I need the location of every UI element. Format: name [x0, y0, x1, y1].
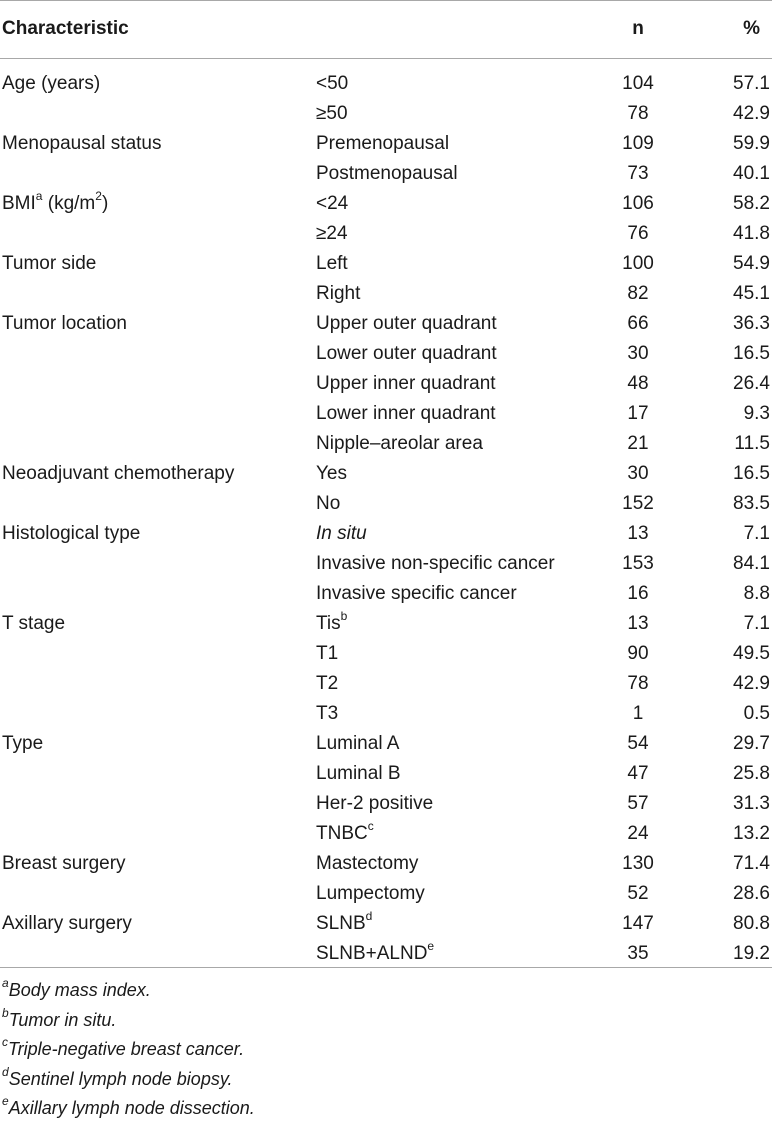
row-percent: 28.6	[733, 883, 770, 904]
row-count: 73	[627, 163, 649, 184]
row-percent: 19.2	[733, 943, 770, 964]
row-count: 90	[627, 643, 649, 664]
table-row	[0, 219, 772, 249]
row-percent: 42.9	[733, 673, 770, 694]
row-count: 152	[622, 493, 654, 514]
row-count: 35	[627, 943, 649, 964]
footnote: $^e$Axillary lymph node dissection.	[2, 1094, 255, 1118]
row-characteristic: Tumor location	[2, 313, 127, 334]
row-count: 52	[627, 883, 649, 904]
row-count: 100	[622, 253, 654, 274]
row-subcategory: Her-2 positive	[316, 793, 434, 814]
row-count: 1	[632, 703, 644, 724]
table-row	[0, 609, 772, 639]
row-percent: 58.2	[733, 193, 770, 214]
row-subcategory: Nipple–areolar area	[316, 433, 483, 454]
row-percent: 59.9	[733, 133, 770, 154]
table-top-rule	[0, 0, 772, 1]
row-subcategory: Lumpectomy	[316, 883, 425, 904]
table-header-row	[0, 14, 772, 44]
table-row	[0, 129, 772, 159]
table-row	[0, 579, 772, 609]
row-percent: 31.3	[733, 793, 770, 814]
row-count: 109	[622, 133, 654, 154]
table-row	[0, 429, 772, 459]
row-count: 106	[622, 193, 654, 214]
table-row	[0, 489, 772, 519]
row-count: 30	[627, 463, 649, 484]
table-row	[0, 159, 772, 189]
row-percent: 16.5	[733, 463, 770, 484]
table-row	[0, 909, 772, 939]
row-subcategory: Postmenopausal	[316, 163, 458, 184]
row-percent: 29.7	[733, 733, 770, 754]
table-row	[0, 279, 772, 309]
row-percent: 41.8	[733, 223, 770, 244]
row-characteristic: BMI$^a$ $(kg/m^2)$	[2, 188, 109, 214]
row-subcategory: No	[316, 493, 341, 514]
row-count: 48	[627, 373, 649, 394]
row-count: 57	[627, 793, 649, 814]
row-count: 153	[622, 553, 654, 574]
row-count: 54	[627, 733, 649, 754]
table-row	[0, 249, 772, 279]
table-row	[0, 699, 772, 729]
row-subcategory: Left	[316, 253, 348, 274]
row-count: 104	[622, 73, 654, 94]
table-row	[0, 759, 772, 789]
row-subcategory: $SLNB+ALND^e$	[316, 938, 435, 964]
header-characteristic: Characteristic	[2, 18, 129, 39]
row-count: 147	[622, 913, 654, 934]
row-percent: 83.5	[733, 493, 770, 514]
row-percent: 0.5	[743, 703, 770, 724]
row-subcategory: T2	[316, 673, 339, 694]
row-subcategory: Mastectomy	[316, 853, 419, 874]
table-row	[0, 879, 772, 909]
table-row	[0, 69, 772, 99]
row-subcategory: Invasive non-specific cancer	[316, 553, 555, 574]
table-row	[0, 369, 772, 399]
table-row	[0, 399, 772, 429]
table-row	[0, 729, 772, 759]
row-percent: 7.1	[743, 523, 770, 544]
row-percent: 26.4	[733, 373, 770, 394]
table-row	[0, 549, 772, 579]
footnote: $^a$Body mass index.	[2, 976, 151, 1000]
table-row	[0, 939, 772, 969]
row-characteristic: Age (years)	[2, 73, 101, 94]
row-count: 30	[627, 343, 649, 364]
row-percent: 36.3	[733, 313, 770, 334]
row-subcategory: Upper inner quadrant	[316, 373, 496, 394]
row-count: 13	[627, 613, 649, 634]
row-subcategory: Upper outer quadrant	[316, 313, 497, 334]
table-header-rule	[0, 58, 772, 59]
row-characteristic: Histological type	[2, 523, 141, 544]
row-percent: 8.8	[743, 583, 770, 604]
header-n: n	[632, 18, 644, 39]
row-subcategory: ≥50	[316, 103, 348, 124]
row-subcategory: Invasive specific cancer	[316, 583, 517, 604]
table-row	[0, 519, 772, 549]
row-subcategory: TNBC$^c$	[316, 818, 374, 844]
row-count: 24	[627, 823, 649, 844]
row-subcategory: Premenopausal	[316, 133, 450, 154]
table-row	[0, 309, 772, 339]
row-subcategory: Luminal A	[316, 733, 400, 754]
table-row	[0, 459, 772, 489]
table-row	[0, 339, 772, 369]
row-count: 16	[627, 583, 649, 604]
row-characteristic: Neoadjuvant chemotherapy	[2, 463, 235, 484]
header-percent: %	[743, 18, 760, 39]
table-row	[0, 189, 772, 219]
row-percent: 16.5	[733, 343, 770, 364]
row-percent: 57.1	[733, 73, 770, 94]
row-subcategory: Tis$^b$	[316, 608, 348, 634]
row-percent: 45.1	[733, 283, 770, 304]
row-subcategory: Yes	[316, 463, 347, 484]
footnote: $^d$Sentinel lymph node biopsy.	[2, 1064, 233, 1089]
row-percent: 9.3	[743, 403, 770, 424]
row-subcategory: Lower inner quadrant	[316, 403, 496, 424]
row-characteristic: T stage	[2, 613, 66, 634]
table-footnotes	[2, 976, 770, 1124]
table-row	[0, 789, 772, 819]
row-characteristic: Type	[2, 733, 44, 754]
row-count: 21	[627, 433, 649, 454]
row-subcategory: SLNB$^d$	[316, 908, 373, 934]
row-percent: 40.1	[733, 163, 770, 184]
row-characteristic: Tumor side	[2, 253, 97, 274]
row-count: 76	[627, 223, 649, 244]
row-subcategory: Lower outer quadrant	[316, 343, 497, 364]
row-count: 13	[627, 523, 649, 544]
row-subcategory: T3	[316, 703, 339, 724]
table-row	[0, 849, 772, 879]
row-count: 17	[627, 403, 649, 424]
table-row	[0, 819, 772, 849]
row-percent: 84.1	[733, 553, 770, 574]
row-percent: 71.4	[733, 853, 770, 874]
row-characteristic: Menopausal status	[2, 133, 162, 154]
row-percent: 80.8	[733, 913, 770, 934]
row-subcategory: T1	[316, 643, 339, 664]
row-percent: 13.2	[733, 823, 770, 844]
row-characteristic: Breast surgery	[2, 853, 126, 874]
footnote: $^c$Triple-negative breast cancer.	[2, 1035, 245, 1059]
footnote: $^b$Tumor in situ.	[2, 1005, 117, 1030]
row-percent: 54.9	[733, 253, 770, 274]
row-subcategory: <24	[316, 193, 349, 214]
row-subcategory: Right	[316, 283, 361, 304]
table-row	[0, 669, 772, 699]
table-bottom-rule	[0, 967, 772, 968]
row-count: 66	[627, 313, 649, 334]
table-row	[0, 639, 772, 669]
row-percent: 42.9	[733, 103, 770, 124]
row-subcategory: Luminal B	[316, 763, 401, 784]
row-count: 78	[627, 673, 649, 694]
row-subcategory: ≥24	[316, 223, 348, 244]
row-count: 130	[622, 853, 654, 874]
row-count: 78	[627, 103, 649, 124]
row-percent: 11.5	[734, 433, 770, 454]
row-percent: 7.1	[743, 613, 770, 634]
row-percent: 49.5	[733, 643, 770, 664]
row-subcategory: <50	[316, 73, 349, 94]
row-count: 47	[627, 763, 649, 784]
row-count: 82	[627, 283, 649, 304]
table-row	[0, 99, 772, 129]
row-subcategory: In situ	[316, 523, 367, 544]
row-characteristic: Axillary surgery	[2, 913, 132, 934]
row-percent: 25.8	[733, 763, 770, 784]
